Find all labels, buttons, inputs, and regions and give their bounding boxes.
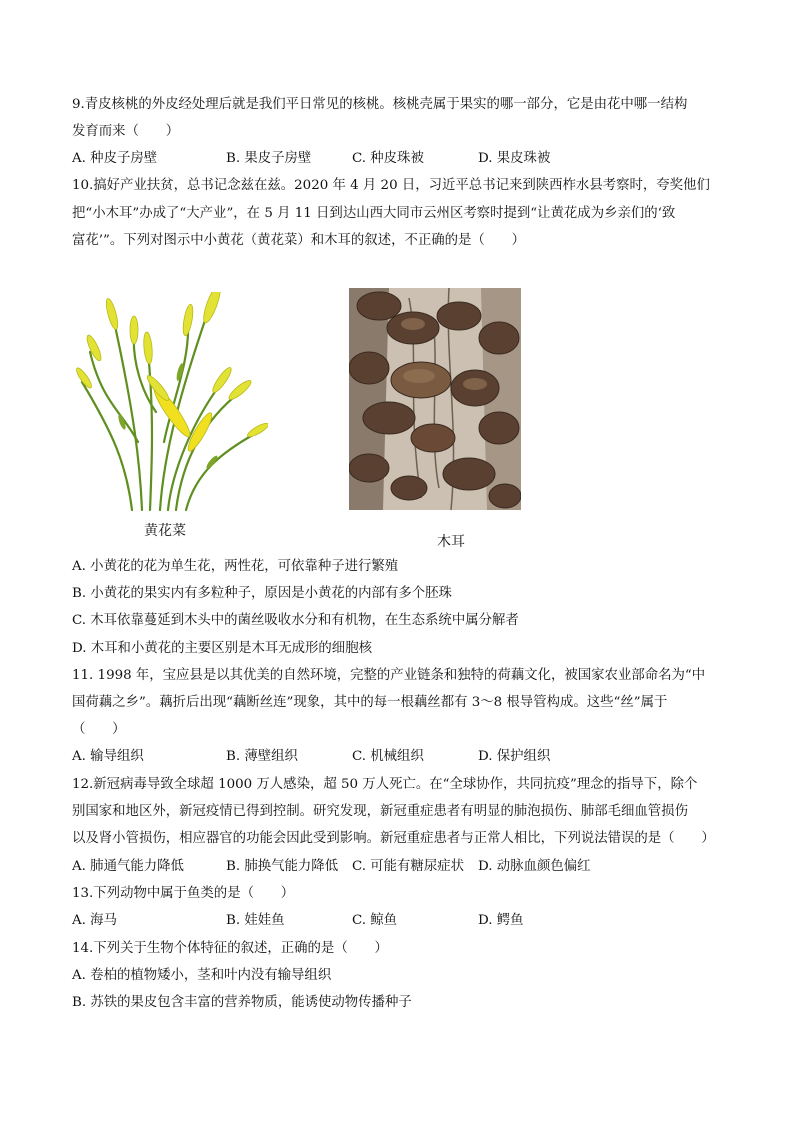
q9-stem-line2: 发育而来（ ）: [72, 124, 180, 139]
q13-option-c: C. 鲸鱼: [352, 913, 398, 928]
q12-option-a: A. 肺通气能力降低: [72, 859, 184, 874]
q10-stem-line3: 富花’”。下列对图示中小黄花（黄花菜）和木耳的叙述，不正确的是（ ）: [72, 233, 525, 248]
q10-stem-line2: 把“小木耳”办成了“大产业”，在 5 月 11 日到达山西大同市云州区考察时提到“让黄花成为乡亲们的‘致: [72, 206, 676, 221]
q12-stem-line3: 以及肾小管损伤，相应器官的功能会因此受到影响。新冠重症患者与正常人相比，下列说法错误的是（ ）: [72, 831, 715, 846]
q9-option-a: A. 种皮子房壁: [72, 151, 158, 166]
q12-option-d: D. 动脉血颜色偏红: [478, 859, 591, 874]
q13-stem-line1: 13.下列动物中属于鱼类的是（ ）: [72, 886, 295, 901]
q11-option-a: A. 输导组织: [72, 749, 144, 764]
q11-option-d: D. 保护组织: [478, 749, 551, 764]
q9-option-d: D. 果皮珠被: [478, 151, 551, 166]
wood-ear-caption: 木耳: [437, 534, 465, 550]
q11-stem-line1: 11. 1998 年，宝应县是以其优美的自然环境，完整的产业链条和独特的荷藕文化，被国家农业部命名为“中: [72, 668, 706, 683]
q10-option-d: D. 木耳和小黄花的主要区别是木耳无成形的细胞核: [72, 641, 372, 656]
q12-stem-line1: 12.新冠病毒导致全球超 1000 万人感染，超 50 万人死亡。在“全球协作，共同抗疫”理念的指导下，除个: [72, 777, 698, 792]
daylily-caption: 黄花菜: [144, 523, 186, 539]
q11-stem-line2: 国荷藕之乡”。藕折后出现“藕断丝连”现象，其中的每一根藕丝都有 3～8 根导管构成。这些“丝”属于: [72, 695, 668, 710]
daylily-image: [72, 292, 268, 514]
q12-stem-line2: 别国家和地区外，新冠疫情已得到控制。研究发现，新冠重症患者有明显的肺泡损伤、肺部毛细血管损伤: [72, 804, 688, 819]
q11-option-c: C. 机械组织: [352, 749, 424, 764]
q10-option-b: B. 小黄花的果实内有多粒种子，原因是小黄花的内部有多个胚珠: [72, 586, 452, 601]
q14-option-b: B. 苏铁的果皮包含丰富的营养物质，能诱使动物传播种子: [72, 995, 412, 1010]
q13-option-a: A. 海马: [72, 913, 117, 928]
q11-option-b: B. 薄壁组织: [226, 749, 298, 764]
q12-option-b: B. 肺换气能力降低: [226, 859, 339, 874]
q9-option-c: C. 种皮珠被: [352, 151, 424, 166]
q9-option-b: B. 果皮子房壁: [226, 151, 312, 166]
q11-stem-line3: （ ）: [72, 722, 126, 737]
q13-option-d: D. 鳄鱼: [478, 913, 524, 928]
q14-option-a: A. 卷柏的植物矮小，茎和叶内没有输导组织: [72, 968, 332, 983]
q12-option-c: C. 可能有糖尿症状: [352, 859, 465, 874]
q13-option-b: B. 娃娃鱼: [226, 913, 285, 928]
q10-option-c: C. 木耳依靠蔓延到木头中的菌丝吸收水分和有机物，在生态系统中属分解者: [72, 613, 519, 628]
q14-stem-line1: 14.下列关于生物个体特征的叙述，正确的是（ ）: [72, 941, 388, 956]
wood-ear-fungus-image: [349, 288, 521, 510]
q9-stem-line1: 9.青皮核桃的外皮经处理后就是我们平日常见的核桃。核桃壳属于果实的哪一部分，它是由花中哪一结构: [72, 97, 688, 112]
q10-option-a: A. 小黄花的花为单生花，两性花，可依靠种子进行繁殖: [72, 559, 399, 574]
q10-stem-line1: 10.搞好产业扶贫，总书记念兹在兹。2020 年 4 月 20 日，习近平总书记来到陕西柞水县考察时，夸奖他们: [72, 178, 710, 193]
